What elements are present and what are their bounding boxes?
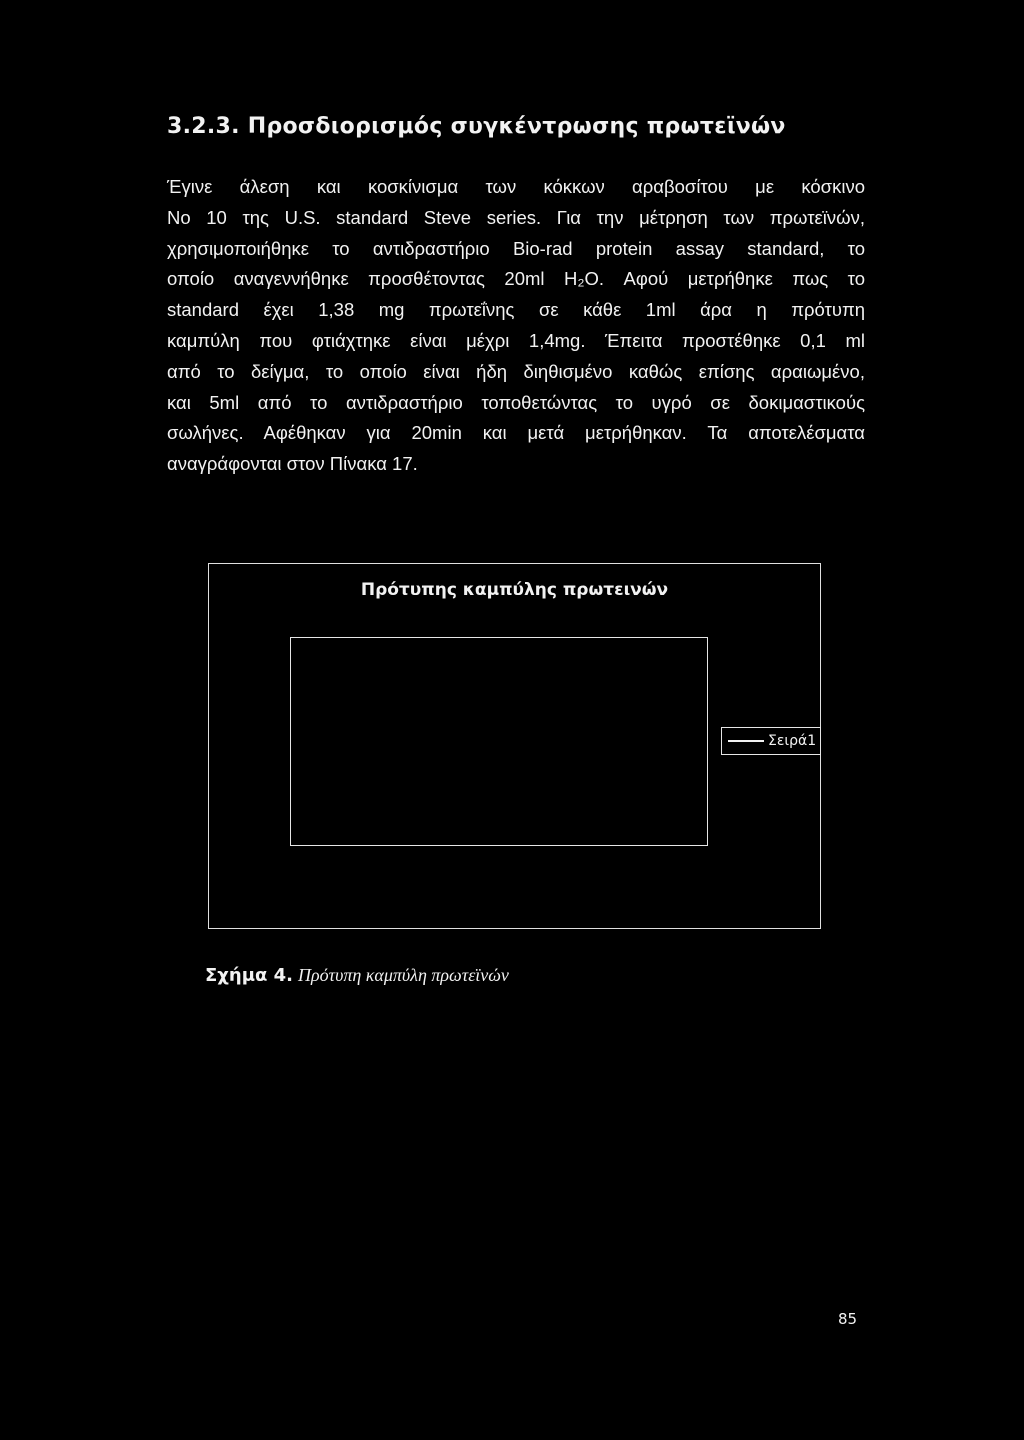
chart-legend: [721, 727, 821, 755]
paragraph-line: standard έχει 1,38 mg πρωτεΐνης σε κάθε 1ml άρα η πρότυπη: [167, 299, 865, 321]
figure-caption: [205, 965, 509, 986]
caption-text: Πρότυπη καμπύλη πρωτεϊνών: [297, 965, 509, 985]
paragraph-line: καμπύλη που φτιάχτηκε είναι μέχρι 1,4mg. Έπειτα προστέθηκε 0,1 ml: [167, 329, 865, 351]
legend-series-label: Σειρά1: [768, 733, 817, 749]
paragraph-line: χρησιμοποιήθηκε το αντιδραστήριο Bio-rad protein assay standard, το: [167, 237, 865, 259]
legend-line-swatch: [728, 740, 764, 742]
paragraph-line: Έγινε άλεση και κοσκίνισμα των κόκκων αραβοσίτου με κόσκινο: [167, 176, 865, 197]
caption-label: Σχήμα 4.: [205, 965, 293, 986]
paragraph-line: από το δείγμα, το οποίο είναι ήδη διηθισμένο καθώς επίσης αραιωμένο,: [167, 360, 865, 382]
paragraph-line: οποίο αναγεννήθηκε προσθέτοντας 20ml H₂O. Αφού μετρήθηκε πως το: [167, 268, 865, 290]
chart-title: Πρότυπης καμπύλης πρωτεινών: [360, 580, 669, 600]
body-paragraph: [167, 172, 865, 480]
paragraph-line: αναγράφονται στον Πίνακα 17.: [167, 453, 418, 475]
paragraph-line: και 5ml από το αντιδραστήριο τοποθετώντας το υγρό σε δοκιμαστικούς: [167, 391, 865, 413]
page-number: 85: [838, 1310, 858, 1328]
paragraph-line: No 10 της U.S. standard Steve series. Για την μέτρηση των πρωτεϊνών,: [167, 206, 865, 228]
chart-plot-area: [290, 637, 708, 846]
paragraph-line: σωλήνες. Αφέθηκαν για 20min και μετά μετρήθηκαν. Τα αποτελέσματα: [167, 422, 865, 444]
section-heading: 3.2.3. Προσδιορισμός συγκέντρωσης πρωτεϊνών: [167, 114, 786, 139]
chart-frame: [208, 563, 821, 929]
